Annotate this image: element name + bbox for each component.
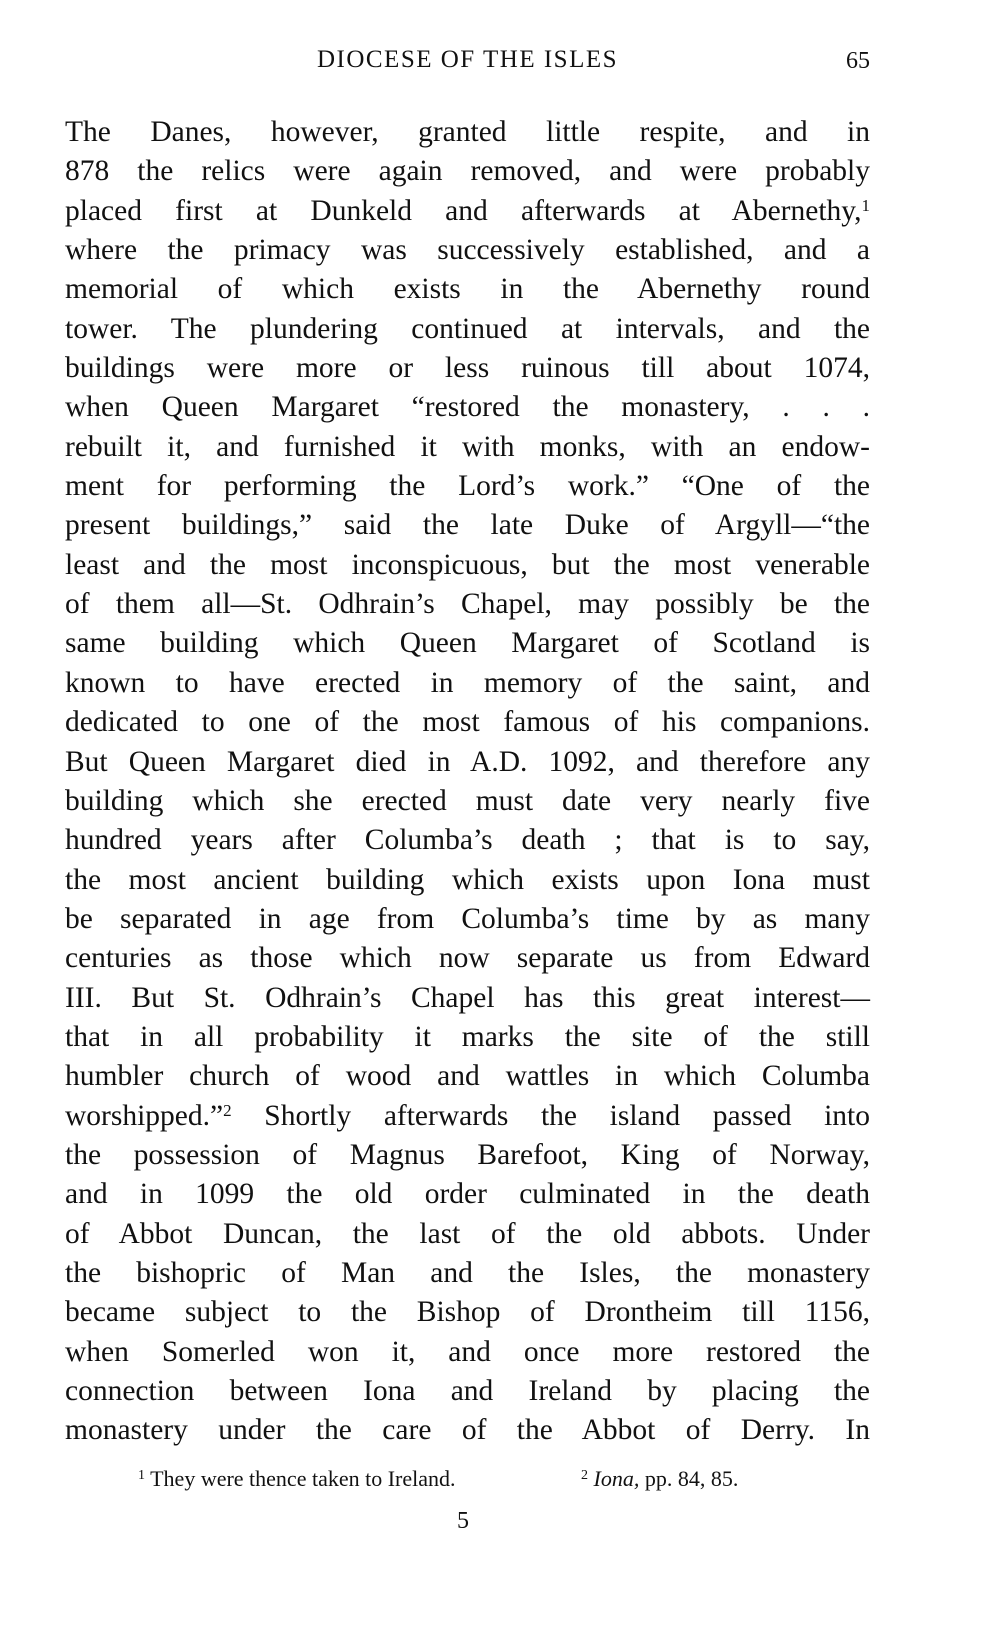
text-line (65, 546, 870, 585)
footnote-text: They were thence taken to Ireland. (150, 1466, 456, 1491)
footnote-reference: 1 (861, 195, 870, 215)
footnote-mark: 2 (581, 1468, 588, 1483)
text-line (65, 270, 870, 309)
footnote-1 (138, 1466, 456, 1491)
footnote-title: Iona, (593, 1466, 640, 1491)
line-text: rebuilt it, and furnished it with monks, with an endow- (65, 430, 870, 463)
line-text: and in 1099 the old order culminated in the death (65, 1178, 870, 1211)
text-line (65, 782, 870, 821)
text-line (65, 1057, 870, 1096)
line-text: But Queen Margaret died in A.D. 1092, and therefore any (65, 745, 870, 778)
footnote-2 (581, 1466, 738, 1492)
signature-mark: 5 (457, 1508, 469, 1534)
line-text: when Somerled won it, and once more restored the (65, 1335, 870, 1368)
running-title: DIOCESE OF THE ISLES (316, 46, 619, 73)
text-line (65, 1372, 870, 1411)
line-text: that in all probability it marks the site of the still (65, 1020, 870, 1053)
text-line (65, 624, 870, 663)
text-line (65, 506, 870, 545)
text-line (65, 1097, 870, 1136)
text-line (65, 428, 870, 467)
line-text: ment for performing the Lord’s work.” “One of the (65, 470, 870, 503)
text-line (65, 979, 870, 1018)
text-line (65, 1254, 870, 1293)
line-text: connection between Iona and Ireland by placing the (65, 1375, 870, 1407)
text-line (65, 388, 870, 427)
line-text: memorial of which exists in the Abernethy round (65, 273, 870, 306)
line-text: the bishopric of Man and the Isles, the monastery (65, 1256, 870, 1289)
text-line (65, 861, 870, 900)
text-line (65, 1293, 870, 1332)
line-text: present buildings,” said the late Duke of Argyll—“the (65, 509, 870, 542)
line-text: of them all—St. Odhrain’s Chapel, may possibly be the (65, 588, 870, 621)
text-line (65, 585, 870, 624)
line-text: building which she erected must date very nearly five (65, 784, 870, 817)
line-text: when Queen Margaret “restored the monastery, . . . (65, 391, 870, 424)
running-header (65, 46, 870, 86)
line-text: buildings were more or less ruinous till about 1074, (65, 352, 870, 385)
text-line (65, 192, 870, 231)
text-line (65, 349, 870, 388)
text-line (65, 113, 870, 152)
line-text: where the primacy was successively established, and a (65, 234, 870, 267)
line-text: worshipped.” (65, 1099, 224, 1132)
text-line (65, 310, 870, 349)
line-text: centuries as those which now separate us from Edward (65, 942, 870, 975)
text-line (65, 1215, 870, 1254)
footnotes (138, 1466, 838, 1492)
body-text (65, 113, 870, 1451)
line-text: became subject to the Bishop of Drontheim till 1156, (65, 1296, 870, 1329)
line-text: least and the most inconspicuous, but the most venerable (65, 548, 870, 581)
text-line (65, 1411, 870, 1450)
text-line (65, 939, 870, 978)
text-line (65, 900, 870, 939)
text-line (65, 664, 870, 703)
line-text: The Danes, however, granted little respite, and in (65, 116, 870, 148)
text-line (65, 821, 870, 860)
line-text: the possession of Magnus Barefoot, King of Norway, (65, 1138, 870, 1171)
text-line (65, 743, 870, 782)
line-text: tower. The plundering continued at intervals, and the (65, 312, 870, 345)
line-text: humbler church of wood and wattles in which Columba (65, 1060, 870, 1093)
line-text: the most ancient building which exists upon Iona must (65, 863, 870, 896)
line-text: Shortly afterwards the island passed into (231, 1099, 870, 1132)
line-text: same building which Queen Margaret of Scotland is (65, 627, 870, 660)
text-line (65, 703, 870, 742)
text-line (65, 1175, 870, 1214)
line-text: monastery under the care of the Abbot of Derry. In (65, 1414, 870, 1447)
line-text: be separated in age from Columba’s time by as many (65, 902, 870, 935)
line-text: of Abbot Duncan, the last of the old abbots. Under (65, 1217, 870, 1250)
line-text: known to have erected in memory of the saint, and (65, 666, 870, 699)
line-text: 878 the relics were again removed, and were probably (65, 155, 870, 188)
text-line (65, 467, 870, 506)
footnote-text: pp. 84, 85. (639, 1466, 739, 1491)
footnote-reference: 2 (223, 1100, 232, 1120)
line-text: hundred years after Columba’s death ; that is to say, (65, 824, 870, 857)
page-number: 65 (846, 48, 870, 74)
line-text: dedicated to one of the most famous of his companions. (65, 706, 870, 739)
text-line (65, 231, 870, 270)
text-line (65, 1018, 870, 1057)
text-line (65, 1333, 870, 1372)
footnote-mark: 1 (138, 1468, 145, 1483)
line-text: placed first at Dunkeld and afterwards at Abernethy, (65, 194, 862, 227)
line-text: III. But St. Odhrain’s Chapel has this great interest— (65, 981, 870, 1014)
text-line (65, 1136, 870, 1175)
text-line (65, 152, 870, 191)
